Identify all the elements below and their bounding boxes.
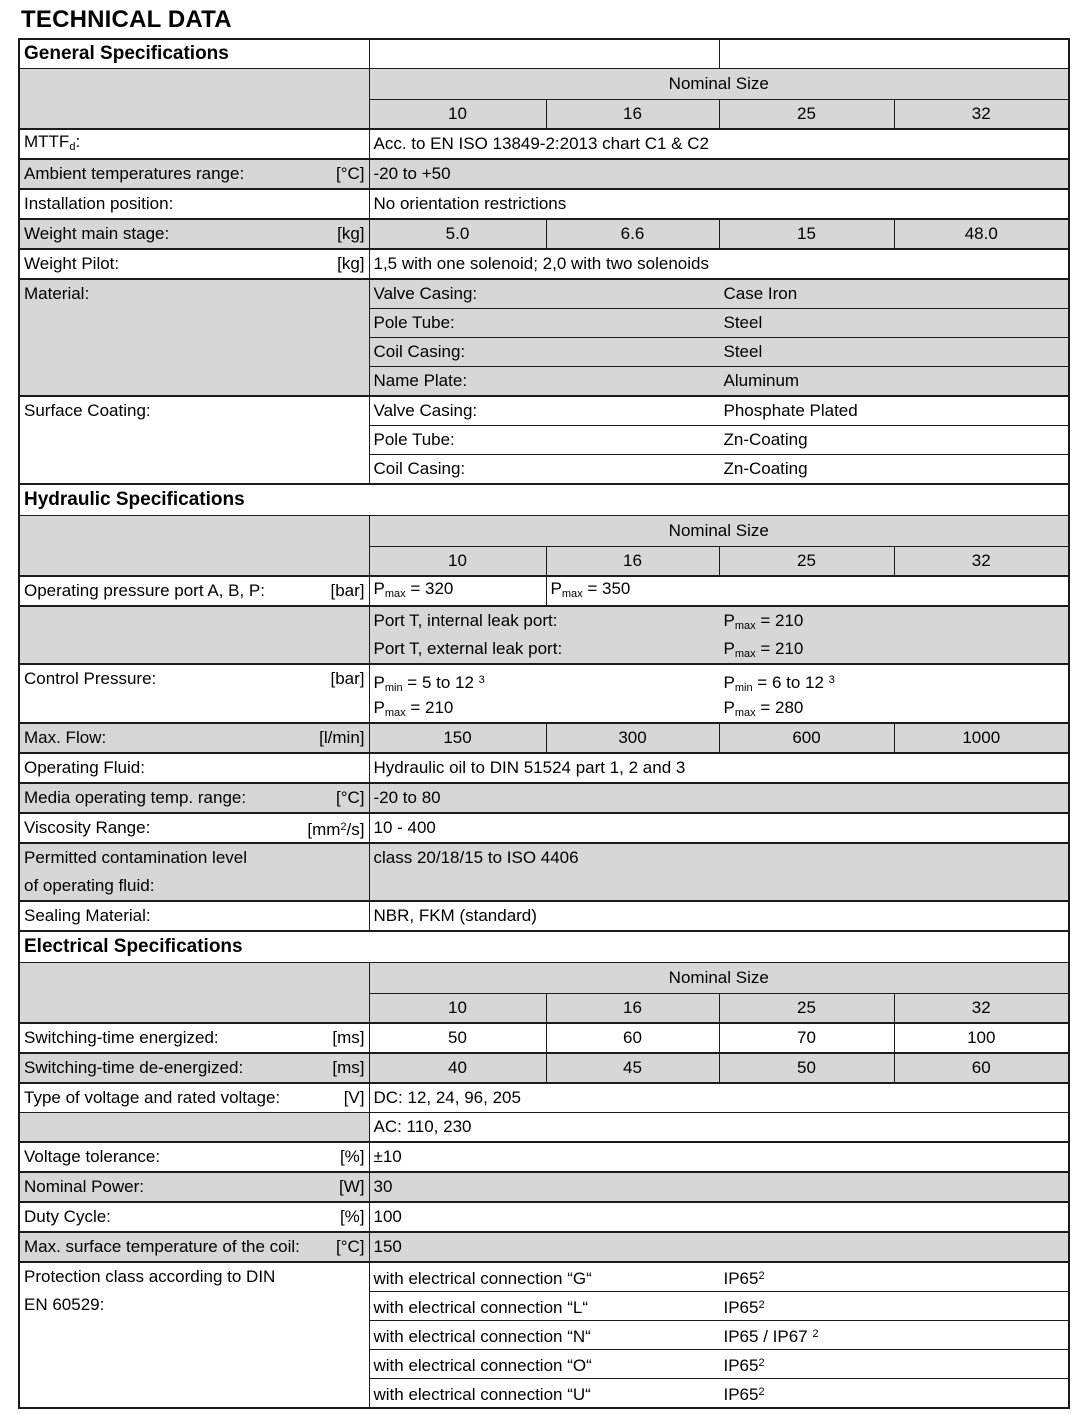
label-text: Sealing Material: [24,906,151,925]
table-row [19,901,1069,931]
row-label-installation [19,189,369,219]
table-row [19,931,1069,963]
value-size10: 40 [369,1053,546,1083]
table-row [19,129,1069,159]
section-header-general: General Specifications [19,39,369,69]
row-label-surface-coating: Surface Coating: [19,396,369,484]
row-label-contamination [19,843,369,901]
empty-cell [19,69,369,130]
sub-value: $IP65^2$ [723,1297,765,1317]
unit-label: [kg] [337,254,365,273]
sub-label: Name Plate: [373,371,468,390]
sub-value: $P_{max} = 210$ [723,611,804,632]
row-value: 30 [369,1172,1069,1202]
table-row [19,1083,1069,1113]
unit-label: [%] [339,1147,365,1166]
sub-value: Aluminum [723,371,800,390]
sub-row [369,309,1069,338]
row-label-duty-cycle [19,1202,369,1232]
sub-value: $IP65^2$ [723,1384,765,1404]
label-text: Nominal Power: [24,1177,144,1196]
table-row [19,39,1069,69]
table-row [19,753,1069,783]
sub-value: Steel [723,313,763,332]
table-row [19,1023,1069,1053]
size-col-25: 25 [719,994,894,1024]
value-size10: $P_{max} = 320$ [369,576,546,606]
value-size32: 60 [894,1053,1069,1083]
nominal-size-header: Nominal Size [369,963,1069,994]
table-row [19,219,1069,249]
sub-label: with electrical connection “G“ [373,1268,592,1288]
row-value: -20 to 80 [369,783,1069,813]
label-text: Operating pressure port A, B, P: [24,581,265,600]
row-label-op-pressure [19,576,369,606]
value-size32: 48.0 [894,219,1069,249]
technical-data-table [18,38,1070,1409]
value-size16: 60 [546,1023,719,1053]
row-label-material: Material: [19,279,369,396]
label-text: Switching-time de-energized: [24,1058,244,1077]
row-label-ambient [19,159,369,189]
value-size10: 5.0 [369,219,546,249]
row-label-max-flow [19,723,369,753]
row-label-switch-energized [19,1023,369,1053]
page-title: TECHNICAL DATA [21,6,232,33]
empty-cell [19,516,369,577]
sub-label: with electrical connection “N“ [373,1326,591,1346]
row-label-media-temp [19,783,369,813]
label-text: Max. surface temperature of the coil: [24,1237,300,1256]
table-row [19,843,1069,901]
row-label-sealing [19,901,369,931]
unit-label: [bar] [330,669,365,688]
sub-value: Phosphate Plated [723,401,858,420]
label-text: Weight main stage: [24,224,170,243]
row-label-protection-class [19,1262,369,1408]
table-row [19,189,1069,219]
unit-label: [l/min] [319,728,365,747]
row-label-nominal-power [19,1172,369,1202]
sub-label: with electrical connection “O“ [373,1355,592,1375]
label-text: Media operating temp. range: [24,788,247,807]
label-text: $MTTF_d$: [24,131,81,153]
row-label-coil-temp [19,1232,369,1262]
value-size16: 6.6 [546,219,719,249]
table-row [19,783,1069,813]
row-value: Acc. to EN ISO 13849-2:2013 chart C1 & C2 [369,129,1069,159]
row-label-voltage-tolerance [19,1142,369,1172]
label-text: Voltage tolerance: [24,1147,161,1166]
nominal-size-header: Nominal Size [369,516,1069,547]
sub-label: Port T, external leak port: [373,639,563,658]
section-header-hydraulic: Hydraulic Specifications [19,484,1069,516]
sub-value: $P_{max} = 210$ [373,697,454,719]
row-label-control-pressure [19,664,369,723]
sub-value: $IP65^2$ [723,1268,765,1288]
sub-row [369,1379,1069,1409]
sub-row [369,338,1069,367]
table-row [19,723,1069,753]
sub-row [369,1321,1069,1350]
value-text: class 20/18/15 to ISO 4406 [373,848,579,867]
sub-label: Valve Casing: [373,284,478,303]
row-value: 100 [369,1202,1069,1232]
row-label-weight-main [19,219,369,249]
label-text: Permitted contamination level [24,848,248,867]
unit-label: [%] [339,1207,365,1226]
value-size10: 50 [369,1023,546,1053]
row-value: Hydraulic oil to DIN 51524 part 1, 2 and 3 [369,753,1069,783]
table-row [19,249,1069,279]
unit-label: [°C] [335,164,365,183]
port-t-group [369,606,1069,664]
table-row [19,1262,1069,1292]
table-row [19,813,1069,843]
sub-label: with electrical connection “L“ [373,1297,588,1317]
table-row [19,396,1069,426]
sub-row [369,426,1069,455]
table-row [19,576,1069,606]
row-value [369,843,1069,901]
value-size16: 300 [546,723,719,753]
size-col-16: 16 [546,994,719,1024]
table-row [19,963,1069,994]
size-col-10: 10 [369,547,546,577]
empty-cell [19,1113,369,1143]
value-size16: 45 [546,1053,719,1083]
sub-value: Steel [723,342,763,361]
label-text: Duty Cycle: [24,1207,111,1226]
sub-row [369,279,1069,309]
sub-row [369,1350,1069,1379]
row-label-mttf [19,129,369,159]
label-text: Switching-time energized: [24,1028,219,1047]
label-text: Installation position: [24,194,174,213]
sub-value: $IP65^2$ [723,1355,765,1375]
row-label-voltage-type [19,1083,369,1113]
sub-row [369,455,1069,485]
table-row [19,1232,1069,1262]
sub-value: $P_{min} = 5$ to 12 $^3$ [373,672,485,694]
empty-cell [19,606,369,664]
value-size10: 150 [369,723,546,753]
row-value: ±10 [369,1142,1069,1172]
size-col-32: 32 [894,100,1069,130]
row-value: 1,5 with one solenoid; 2,0 with two solenoids [369,249,1069,279]
empty-cell [719,39,1069,69]
size-col-16: 16 [546,547,719,577]
label-text: of operating fluid: [24,876,155,895]
size-col-25: 25 [719,100,894,130]
unit-label: [bar] [330,581,365,600]
sub-label: with electrical connection “U“ [373,1384,591,1404]
row-value: 10 - 400 [369,813,1069,843]
label-text: Viscosity Range: [24,818,151,837]
table-row [19,159,1069,189]
value-size25: 600 [719,723,894,753]
sub-row [369,396,1069,426]
table-row [19,484,1069,516]
sub-row [369,367,1069,397]
row-value: No orientation restrictions [369,189,1069,219]
size-col-10: 10 [369,994,546,1024]
row-label-operating-fluid [19,753,369,783]
sub-value: $P_{max} = 280$ [723,697,804,719]
table-row [19,1172,1069,1202]
label-text: Weight Pilot: [24,254,120,273]
row-label-switch-deenergized [19,1053,369,1083]
control-pressure-group [369,664,1069,723]
label-text: Type of voltage and rated voltage: [24,1088,281,1107]
table-row [19,516,1069,547]
label-text: Operating Fluid: [24,758,145,777]
sub-label: Coil Casing: [373,459,466,478]
value-size25: 50 [719,1053,894,1083]
unit-label: [kg] [337,224,365,243]
table-row [19,606,1069,664]
nominal-size-header: Nominal Size [369,69,1069,100]
value-size32: 100 [894,1023,1069,1053]
row-label-weight-pilot [19,249,369,279]
empty-cell [369,39,719,69]
table-row [19,664,1069,723]
label-text: EN 60529: [24,1295,105,1314]
unit-label: $[mm^2/s]$ [307,819,365,839]
sub-value: Zn-Coating [723,430,808,449]
label-text: Ambient temperatures range: [24,164,245,183]
sub-row [369,1262,1069,1292]
table-row [19,1053,1069,1083]
unit-label: [ms] [332,1028,365,1047]
label-text: Protection class according to DIN [24,1267,276,1286]
empty-cell [19,963,369,1024]
table-row [19,279,1069,309]
row-label-viscosity [19,813,369,843]
sub-label: Coil Casing: [373,342,466,361]
sub-label: Port T, internal leak port: [373,611,558,630]
sub-label: Valve Casing: [373,401,478,420]
size-col-25: 25 [719,547,894,577]
sub-value: Zn-Coating [723,459,808,478]
sub-value: $P_{max} = 210$ [723,639,804,660]
unit-label: [W] [339,1177,365,1196]
row-value-ac: AC: 110, 230 [369,1113,1069,1143]
sub-value: Case Iron [723,284,798,303]
section-header-electrical: Electrical Specifications [19,931,1069,963]
row-value: 150 [369,1232,1069,1262]
table-row [19,1142,1069,1172]
unit-label: [°C] [335,788,365,807]
row-value: -20 to +50 [369,159,1069,189]
sub-label: Pole Tube: [373,313,455,332]
sub-value: $P_{min} = 6$ to 12 $^3$ [723,672,835,694]
value-size32: 1000 [894,723,1069,753]
row-value-dc: DC: 12, 24, 96, 205 [369,1083,1069,1113]
size-col-32: 32 [894,547,1069,577]
unit-label: [°C] [335,1237,365,1256]
value-size25: 70 [719,1023,894,1053]
unit-label: [V] [343,1088,365,1107]
table-row [19,69,1069,100]
sub-row [369,1292,1069,1321]
value-size25: 15 [719,219,894,249]
size-col-10: 10 [369,100,546,130]
size-col-32: 32 [894,994,1069,1024]
label-text: Max. Flow: [24,728,107,747]
label-text: Control Pressure: [24,669,157,688]
size-col-16: 16 [546,100,719,130]
row-value: NBR, FKM (standard) [369,901,1069,931]
sub-value: IP65 / IP67 $^2$ [723,1326,819,1346]
sub-label: Pole Tube: [373,430,455,449]
unit-label: [ms] [332,1058,365,1077]
table-row [19,1202,1069,1232]
value-size16-32: $P_{max} = 350$ [546,576,1069,606]
table-row [19,1113,1069,1143]
